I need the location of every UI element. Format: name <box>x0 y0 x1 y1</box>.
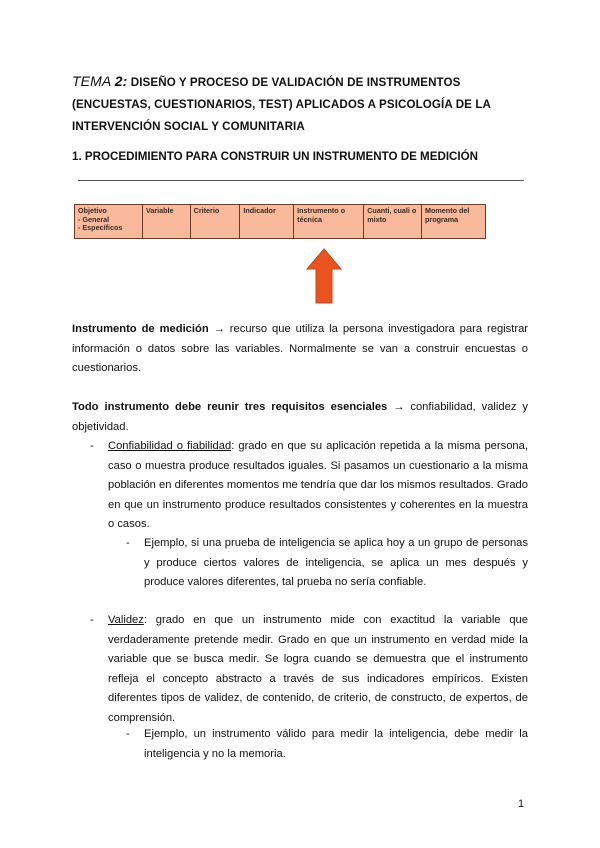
table-cell-momento: Momento del programa <box>422 205 486 239</box>
list-item-ejemplo-confiabilidad: - Ejemplo, si una prueba de inteligencia se aplica hoy a un grupo de personas y produce ciertos valores de inteligencia, se aplica un mes después y produce valores diferentes, tal prueba no sería confiable. <box>126 537 528 588</box>
document-title <box>72 70 534 138</box>
procedure-table <box>74 204 486 239</box>
list-item-validez: - Validez: grado en que un instrumento mide con exactitud la variable que verdaderamente pretende medir. Grado en que un instrumento en verdad mide la variable que se busca medir. Se logra cuando se demuestra que el instrumento refleja el concepto abstracto a través de sus indicadores empíricos. Existen diferentes tipos de validez, de contenido, de criterio, de constructo, de expertos, de comprensión. <box>90 614 528 724</box>
term-confiabilidad: Confiabilidad o fiabilidad <box>108 440 232 452</box>
list-item-confiabilidad: - Confiabilidad o fiabilidad: grado en que su aplicación repetida a la misma persona, caso o muestra produce resultados iguales. Si pasamos un cuestionario a la misma población en diferentes momentos me tendría que dar los mismos resultados. Grado en que un instrumento produce resultados consistentes y coherentes en la muestra o casos. <box>90 440 528 530</box>
table-cell-objetivo: Objetivo - General - Específicos <box>75 205 143 239</box>
table-cell-variable: Variable <box>142 205 190 239</box>
table-cell-indicador: Indicador <box>240 205 294 239</box>
horizontal-rule <box>78 180 524 181</box>
section-heading: 1. PROCEDIMIENTO PARA CONSTRUIR UN INSTRUMENTO DE MEDICIÓN <box>72 150 479 163</box>
paragraph-requisitos: Todo instrumento debe reunir tres requisitos esenciales → confiabilidad, validez y objetividad. <box>72 401 528 433</box>
term-validez: Validez <box>108 614 144 626</box>
tema-label: TEMA 2: <box>72 73 128 89</box>
up-arrow-icon <box>306 248 342 304</box>
table-cell-instrumento: Instrumento o técnica <box>294 205 364 239</box>
page-number: 1 <box>518 798 525 810</box>
table-row <box>75 205 486 239</box>
table-cell-criterio: Criterio <box>190 205 240 239</box>
table-cell-cuanti: Cuanti, cuali o mixto <box>364 205 422 239</box>
paragraph-instrumento: Instrumento de medición → recurso que utiliza la persona investigadora para registrar información o datos sobre las variables. Normalmente se van a construir encuestas o cuestionarios. <box>72 323 529 374</box>
list-item-ejemplo-validez: - Ejemplo, un instrumento válido para medir la inteligencia, debe medir la inteligencia y no la memoria. <box>126 728 528 760</box>
title-text: DISEÑO Y PROCESO DE VALIDACIÓN DE INSTRUMENTOS (ENCUESTAS, CUESTIONARIOS, TEST) APLICADOS A PSICOLOGÍA DE LA INTERVENCIÓN SOCIAL Y COMUNITARIA <box>72 76 491 133</box>
